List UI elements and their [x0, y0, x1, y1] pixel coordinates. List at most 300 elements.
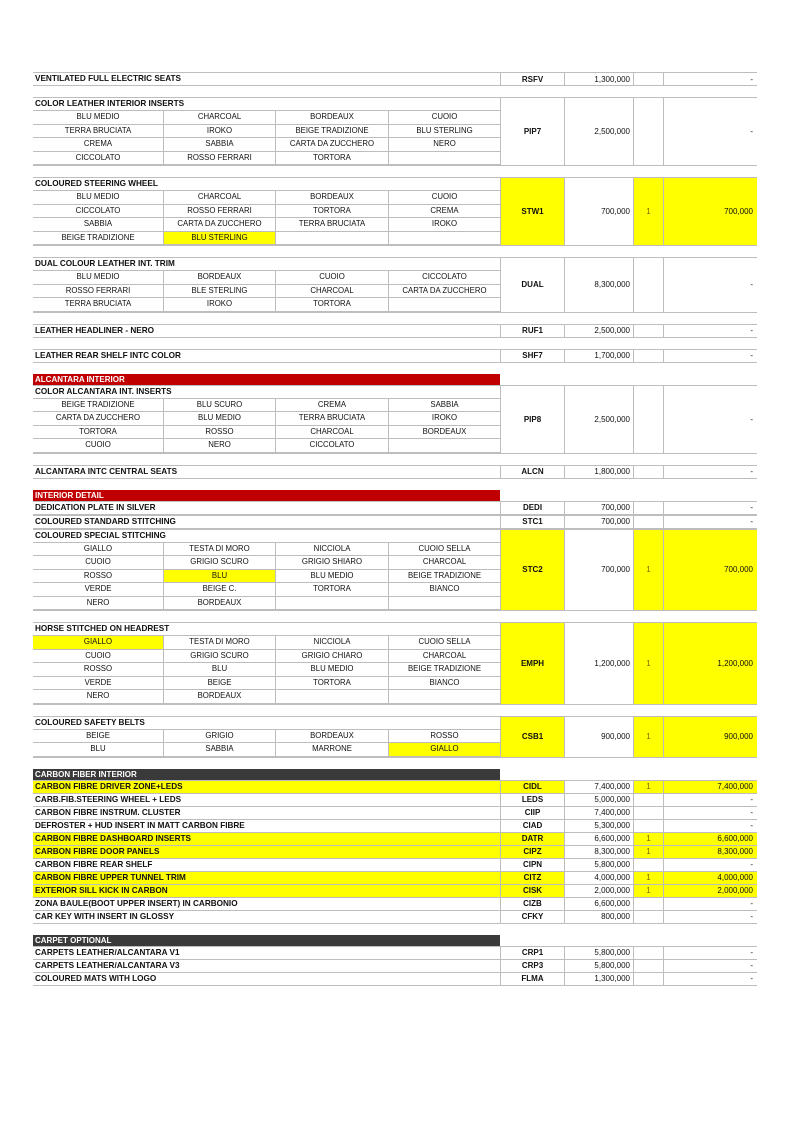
color-option[interactable]: BEIGE	[164, 677, 276, 691]
color-option[interactable]: ROSSO FERRARI	[164, 205, 276, 219]
spacer	[33, 338, 757, 349]
color-option[interactable]: CUOIO	[33, 556, 164, 570]
color-option[interactable]: MARRONE	[276, 743, 389, 757]
option-code: CIPN	[500, 859, 565, 871]
empty-cell	[276, 690, 389, 704]
color-option[interactable]: BORDEAUX	[164, 271, 276, 285]
color-option[interactable]: CICCOLATO	[33, 205, 164, 219]
unit-price: 5,800,000	[565, 859, 634, 871]
price-columns	[500, 820, 757, 832]
color-option[interactable]: GRIGIO SHIARO	[276, 556, 389, 570]
spacer	[33, 246, 757, 257]
line-total: -	[750, 808, 753, 817]
line-total: 4,000,000	[664, 872, 757, 884]
color-option[interactable]: ROSSO FERRARI	[164, 152, 276, 166]
color-option[interactable]: ROSSO	[164, 426, 276, 440]
price-columns	[500, 350, 757, 362]
option-code: CRP1	[500, 947, 565, 959]
unit-price: 4,000,000	[565, 872, 634, 884]
color-option[interactable]: CICCOLATO	[276, 439, 389, 453]
option-code: SHF7	[500, 350, 565, 362]
option-code: RUF1	[500, 325, 565, 337]
option-code: DATR	[500, 833, 565, 845]
option-group-title: COLOURED SAFETY BELTS	[33, 717, 500, 730]
price-columns	[500, 898, 757, 910]
color-options-grid	[33, 543, 500, 611]
option-row[interactable]	[33, 898, 757, 911]
quantity[interactable]	[634, 794, 664, 806]
color-option[interactable]: BIANCO	[389, 583, 500, 597]
unit-price: 2,500,000	[565, 325, 634, 337]
option-row[interactable]	[33, 911, 757, 924]
line-total: -	[750, 961, 753, 970]
price-columns	[500, 178, 757, 245]
quantity[interactable]	[634, 98, 664, 165]
color-option[interactable]: TORTORA	[276, 677, 389, 691]
option-code: CFKY	[500, 911, 565, 923]
unit-price: 700,000	[565, 502, 634, 514]
price-columns	[500, 717, 757, 757]
color-option[interactable]: SABBIA	[164, 138, 276, 152]
line-total: 900,000	[664, 717, 757, 757]
price-columns	[500, 530, 757, 611]
line-total: 7,400,000	[664, 781, 757, 793]
quantity[interactable]: 1	[634, 781, 664, 793]
quantity[interactable]: 1	[634, 833, 664, 845]
quantity[interactable]	[634, 911, 664, 923]
unit-price: 6,600,000	[565, 898, 634, 910]
spacer	[33, 611, 757, 622]
option-code: ALCN	[500, 466, 565, 478]
color-option[interactable]: CARTA DA ZUCCHERO	[389, 285, 500, 299]
color-option[interactable]: CHARCOAL	[389, 556, 500, 570]
color-option[interactable]: TORTORA	[276, 583, 389, 597]
color-option[interactable]: BLU MEDIO	[33, 271, 164, 285]
spacer	[33, 313, 757, 324]
color-option[interactable]: CUOIO	[389, 111, 500, 125]
option-code: CRP3	[500, 960, 565, 972]
quantity[interactable]: 1	[634, 530, 664, 611]
option-row[interactable]	[33, 872, 757, 885]
color-option[interactable]: CHARCOAL	[164, 191, 276, 205]
option-group-title: COLOR ALCANTARA INT. INSERTS	[33, 386, 500, 399]
price-columns	[500, 911, 757, 923]
color-option[interactable]: GRIGIO CHIARO	[276, 650, 389, 664]
quantity[interactable]	[634, 947, 664, 959]
color-option[interactable]: SABBIA	[164, 743, 276, 757]
color-option[interactable]: IROKO	[389, 218, 500, 232]
color-option[interactable]: VERDE	[33, 677, 164, 691]
price-columns	[500, 960, 757, 972]
color-option[interactable]: CHARCOAL	[164, 111, 276, 125]
section-header-alcantara: ALCANTARA INTERIOR	[33, 374, 500, 385]
color-option[interactable]: BEIGE TRADIZIONE	[33, 399, 164, 413]
color-option[interactable]: BEIGE TRADIZIONE	[389, 570, 500, 584]
color-option[interactable]: BLU SCURO	[164, 399, 276, 413]
color-option[interactable]: BLU MEDIO	[33, 111, 164, 125]
color-option[interactable]: CHARCOAL	[276, 426, 389, 440]
empty-cell	[389, 298, 500, 312]
quantity[interactable]: 1	[634, 717, 664, 757]
option-group-title: HORSE STITCHED ON HEADREST	[33, 623, 500, 636]
unit-price: 2,000,000	[565, 885, 634, 897]
price-columns	[500, 794, 757, 806]
quantity[interactable]	[634, 859, 664, 871]
color-option[interactable]: ROSSO FERRARI	[33, 285, 164, 299]
line-total: 700,000	[664, 178, 757, 245]
spacer	[33, 924, 757, 935]
color-option[interactable]: BEIGE	[33, 730, 164, 744]
unit-price: 1,300,000	[565, 73, 634, 85]
color-option[interactable]: NERO	[389, 138, 500, 152]
section-header-carbon: CARBON FIBER INTERIOR	[33, 769, 500, 780]
quantity[interactable]	[634, 807, 664, 819]
color-option[interactable]: CUOIO SELLA	[389, 543, 500, 557]
option-row[interactable]	[33, 794, 757, 807]
color-options-grid	[33, 191, 500, 245]
spacer	[33, 454, 757, 465]
option-code: CIAD	[500, 820, 565, 832]
color-option[interactable]: BIANCO	[389, 677, 500, 691]
color-option[interactable]: BLU	[33, 743, 164, 757]
option-label: CARBON FIBRE DRIVER ZONE+LEDS	[33, 781, 500, 793]
unit-price: 1,300,000	[565, 973, 634, 985]
empty-cell	[276, 597, 389, 611]
option-label: VENTILATED FULL ELECTRIC SEATS	[35, 74, 182, 83]
color-option[interactable]: CREMA	[33, 138, 164, 152]
color-option[interactable]: CREMA	[389, 205, 500, 219]
color-option[interactable]: NERO	[33, 597, 164, 611]
quantity[interactable]	[634, 386, 664, 453]
color-option[interactable]: BEIGE TRADIZIONE	[389, 663, 500, 677]
unit-price: 900,000	[565, 717, 634, 757]
quantity[interactable]	[634, 973, 664, 985]
color-option[interactable]: CUOIO	[276, 271, 389, 285]
option-label: COLOURED STANDARD STITCHING	[35, 516, 176, 526]
option-label: CARPETS LEATHER/ALCANTARA V3	[35, 960, 180, 970]
quantity[interactable]	[634, 466, 664, 478]
option-label: CARPETS LEATHER/ALCANTARA V1	[35, 947, 180, 957]
option-code: STC1	[500, 516, 565, 528]
quantity[interactable]	[634, 960, 664, 972]
color-option[interactable]: CARTA DA ZUCCHERO	[276, 138, 389, 152]
color-option[interactable]: SABBIA	[33, 218, 164, 232]
spacer	[33, 166, 757, 177]
spacer	[33, 479, 757, 490]
line-total: -	[750, 74, 753, 84]
color-option[interactable]: VERDE	[33, 583, 164, 597]
color-option[interactable]: CARTA DA ZUCCHERO	[164, 218, 276, 232]
unit-price: 5,800,000	[565, 947, 634, 959]
option-code: CIDL	[500, 781, 565, 793]
option-group-pip8	[33, 385, 757, 454]
option-group-pip7	[33, 97, 757, 166]
unit-price: 7,400,000	[565, 781, 634, 793]
unit-price: 5,000,000	[565, 794, 634, 806]
option-code: CISK	[500, 885, 565, 897]
color-option[interactable]: BLU MEDIO	[164, 412, 276, 426]
empty-cell	[389, 597, 500, 611]
quantity[interactable]: 1	[634, 885, 664, 897]
color-option[interactable]: CUOIO	[33, 650, 164, 664]
color-option[interactable]: CICCOLATO	[389, 271, 500, 285]
price-columns	[500, 872, 757, 884]
color-option[interactable]: BLU MEDIO	[276, 663, 389, 677]
option-label: CARBON FIBRE UPPER TUNNEL TRIM	[33, 872, 500, 884]
line-total: -	[750, 948, 753, 957]
color-option[interactable]: BLU	[164, 663, 276, 677]
option-label: CARBON FIBRE DASHBOARD INSERTS	[33, 833, 500, 845]
option-group-csb1	[33, 716, 757, 758]
option-group-dual	[33, 257, 757, 313]
quantity[interactable]: 1	[634, 623, 664, 704]
price-columns	[500, 623, 757, 704]
option-row[interactable]	[33, 846, 757, 859]
option-group-stc2	[33, 529, 757, 612]
unit-price: 2,500,000	[565, 98, 634, 165]
option-code: LEDS	[500, 794, 565, 806]
price-columns	[500, 807, 757, 819]
color-option[interactable]: GIALLO	[389, 743, 500, 757]
unit-price: 5,800,000	[565, 960, 634, 972]
price-columns	[500, 973, 757, 985]
option-row-dedi[interactable]	[33, 501, 757, 515]
unit-price: 700,000	[565, 516, 634, 528]
quantity[interactable]	[634, 516, 664, 528]
price-columns	[500, 386, 757, 453]
option-row[interactable]	[33, 780, 757, 794]
quantity[interactable]	[634, 73, 664, 85]
color-option[interactable]: CUOIO SELLA	[389, 636, 500, 650]
option-row-rsfv[interactable]	[33, 72, 757, 86]
option-code: DUAL	[500, 258, 565, 312]
color-option[interactable]: CHARCOAL	[389, 650, 500, 664]
option-row[interactable]	[33, 859, 757, 872]
color-option[interactable]: BORDEAUX	[276, 730, 389, 744]
color-option[interactable]: BEIGE TRADIZIONE	[33, 232, 164, 246]
option-row[interactable]	[33, 946, 757, 960]
color-option[interactable]: TERRA BRUCIATA	[33, 125, 164, 139]
color-option[interactable]: CICCOLATO	[33, 152, 164, 166]
empty-cell	[276, 232, 389, 246]
option-code: CIZB	[500, 898, 565, 910]
quantity[interactable]	[634, 325, 664, 337]
color-option[interactable]: BLU STERLING	[164, 232, 276, 246]
quantity[interactable]	[634, 350, 664, 362]
empty-cell	[389, 690, 500, 704]
option-row-ruf1[interactable]	[33, 324, 757, 338]
color-option[interactable]: BLU STERLING	[389, 125, 500, 139]
option-group-emph	[33, 622, 757, 705]
color-option[interactable]: GIALLO	[33, 543, 164, 557]
line-total: -	[750, 467, 753, 476]
color-option[interactable]: ROSSO	[389, 730, 500, 744]
quantity[interactable]	[634, 898, 664, 910]
option-code: RSFV	[500, 73, 565, 85]
color-option[interactable]: ROSSO	[33, 570, 164, 584]
color-option[interactable]: IROKO	[164, 125, 276, 139]
color-option[interactable]: CARTA DA ZUCCHERO	[33, 412, 164, 426]
option-row[interactable]	[33, 807, 757, 820]
unit-price: 800,000	[565, 911, 634, 923]
option-code: CSB1	[500, 717, 565, 757]
option-group-title: COLOURED STEERING WHEEL	[33, 178, 500, 191]
line-total: -	[750, 912, 753, 921]
color-option[interactable]: GRIGIO SCURO	[164, 650, 276, 664]
quantity[interactable]: 1	[634, 872, 664, 884]
color-option[interactable]: BORDEAUX	[389, 426, 500, 440]
unit-price: 8,300,000	[565, 846, 634, 858]
section-header-carpet: CARPET OPTIONAL	[33, 935, 500, 946]
color-option[interactable]: IROKO	[389, 412, 500, 426]
option-label: CARB.FIB.STEERING WHEEL + LEDS	[35, 794, 182, 804]
option-row[interactable]	[33, 885, 757, 898]
empty-cell	[389, 232, 500, 246]
color-options-grid	[33, 271, 500, 312]
color-option[interactable]: CHARCOAL	[276, 285, 389, 299]
unit-price: 700,000	[565, 530, 634, 611]
option-label: EXTERIOR SILL KICK IN CARBON	[33, 885, 500, 897]
color-option[interactable]: GRIGIO SCURO	[164, 556, 276, 570]
option-row-stc1[interactable]	[33, 515, 757, 529]
color-option[interactable]: BEIGE TRADIZIONE	[276, 125, 389, 139]
option-code: CIIP	[500, 807, 565, 819]
color-option[interactable]: BORDEAUX	[164, 597, 276, 611]
color-options-grid	[33, 111, 500, 165]
color-option[interactable]: GRIGIO	[164, 730, 276, 744]
color-option[interactable]: BLU MEDIO	[276, 570, 389, 584]
color-option[interactable]: CUOIO	[389, 191, 500, 205]
option-label: CAR KEY WITH INSERT IN GLOSSY	[35, 911, 175, 921]
price-columns	[500, 833, 757, 845]
color-option[interactable]: NERO	[33, 690, 164, 704]
option-row[interactable]	[33, 820, 757, 833]
quantity[interactable]: 1	[634, 178, 664, 245]
line-total: -	[750, 127, 753, 136]
color-option[interactable]: BLU MEDIO	[33, 191, 164, 205]
unit-price: 2,500,000	[565, 386, 634, 453]
price-columns	[500, 466, 757, 478]
color-option[interactable]: IROKO	[164, 298, 276, 312]
color-option[interactable]: TORTORA	[276, 205, 389, 219]
line-total: 2,000,000	[664, 885, 757, 897]
section-header-interior-detail: INTERIOR DETAIL	[33, 490, 500, 501]
line-total: -	[750, 280, 753, 290]
unit-price: 1,200,000	[565, 623, 634, 704]
unit-price: 7,400,000	[565, 807, 634, 819]
option-code: PIP8	[500, 386, 565, 453]
unit-price: 8,300,000	[565, 258, 634, 312]
price-columns	[500, 516, 757, 528]
color-option[interactable]: TORTORA	[276, 152, 389, 166]
option-row[interactable]	[33, 973, 757, 986]
line-total: -	[750, 414, 753, 424]
option-code: STC2	[500, 530, 565, 611]
option-group-title: DUAL COLOUR LEATHER INT. TRIM	[33, 258, 500, 271]
quantity[interactable]: 1	[634, 846, 664, 858]
spacer	[33, 363, 757, 374]
color-option[interactable]: TESTA DI MORO	[164, 636, 276, 650]
line-total: -	[750, 517, 753, 526]
quantity[interactable]	[634, 258, 664, 312]
option-code: CIPZ	[500, 846, 565, 858]
unit-price: 5,300,000	[565, 820, 634, 832]
color-option[interactable]: TORTORA	[33, 426, 164, 440]
line-total: -	[750, 326, 753, 335]
option-label: LEATHER HEADLINER - NERO	[35, 325, 155, 335]
line-total: 8,300,000	[664, 846, 757, 858]
option-row[interactable]	[33, 833, 757, 846]
color-option[interactable]: BLE STERLING	[164, 285, 276, 299]
color-option[interactable]: BEIGE C.	[164, 583, 276, 597]
color-option[interactable]: ROSSO	[33, 663, 164, 677]
option-code: DEDI	[500, 502, 565, 514]
quantity[interactable]	[634, 502, 664, 514]
price-columns	[500, 859, 757, 871]
spacer	[33, 86, 757, 97]
color-option[interactable]: SABBIA	[389, 399, 500, 413]
color-option[interactable]: BORDEAUX	[276, 191, 389, 205]
line-total: -	[750, 503, 753, 512]
option-row-alcn[interactable]	[33, 465, 757, 479]
option-label: ALCANTARA INTC CENTRAL SEATS	[35, 466, 178, 476]
color-option[interactable]: TERRA BRUCIATA	[33, 298, 164, 312]
color-option[interactable]: NICCIOLA	[276, 636, 389, 650]
color-option[interactable]: TERRA BRUCIATA	[276, 412, 389, 426]
color-option[interactable]: TORTORA	[276, 298, 389, 312]
line-total: -	[750, 860, 753, 869]
color-option[interactable]: NICCIOLA	[276, 543, 389, 557]
price-columns	[500, 781, 757, 793]
option-label: LEATHER REAR SHELF INTC COLOR	[35, 350, 181, 360]
price-columns	[500, 846, 757, 858]
option-code: FLMA	[500, 973, 565, 985]
options-price-sheet	[33, 72, 757, 986]
price-columns	[500, 502, 757, 514]
price-columns	[500, 885, 757, 897]
option-label: DEDICATION PLATE IN SILVER	[35, 502, 156, 512]
option-code: EMPH	[500, 623, 565, 704]
spacer	[33, 705, 757, 716]
line-total: 700,000	[664, 530, 757, 611]
price-columns	[500, 73, 757, 85]
option-code: CITZ	[500, 872, 565, 884]
color-option[interactable]: TESTA DI MORO	[164, 543, 276, 557]
option-code: STW1	[500, 178, 565, 245]
color-option[interactable]: TERRA BRUCIATA	[276, 218, 389, 232]
color-option[interactable]: BORDEAUX	[164, 690, 276, 704]
color-option[interactable]: BLU	[164, 570, 276, 584]
option-label: DEFROSTER + HUD INSERT IN MATT CARBON FIBRE	[35, 820, 245, 830]
price-columns	[500, 325, 757, 337]
color-options-grid	[33, 399, 500, 453]
color-option[interactable]: NERO	[164, 439, 276, 453]
line-total: -	[750, 899, 753, 908]
line-total: -	[750, 795, 753, 804]
color-option[interactable]: BORDEAUX	[276, 111, 389, 125]
color-option[interactable]: GIALLO	[33, 636, 164, 650]
option-row[interactable]	[33, 960, 757, 973]
price-columns	[500, 947, 757, 959]
color-option[interactable]: CUOIO	[33, 439, 164, 453]
color-option[interactable]: CREMA	[276, 399, 389, 413]
option-label: ZONA BAULE(BOOT UPPER INSERT) IN CARBONIO	[35, 898, 238, 908]
unit-price: 6,600,000	[565, 833, 634, 845]
quantity[interactable]	[634, 820, 664, 832]
empty-cell	[389, 152, 500, 166]
option-row-shf7[interactable]	[33, 349, 757, 363]
price-columns	[500, 258, 757, 312]
